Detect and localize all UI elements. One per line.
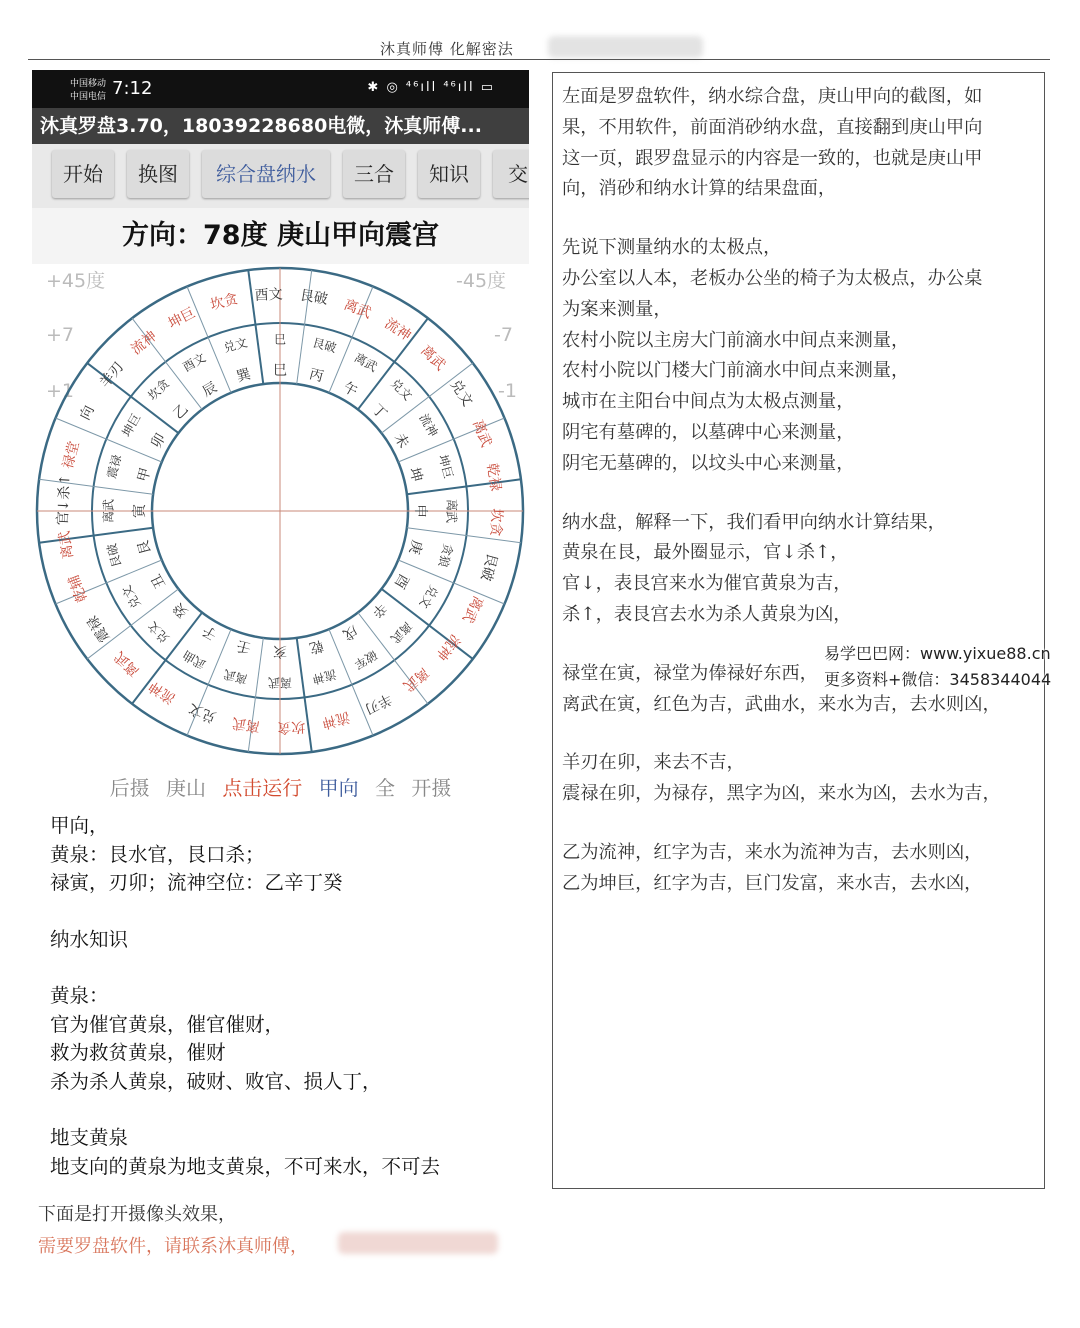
explanation-text (562, 82, 1037, 900)
middle-ring-label: 武曲 (180, 647, 209, 672)
outer-ring-label: 艮破 (477, 551, 500, 583)
text-line: 向，消砂和纳水计算的结果盘面， (562, 178, 837, 200)
text-line: 黄泉：艮水官，艮口杀； (50, 842, 265, 866)
middle-ring-label: 离武 (267, 675, 293, 690)
mountain-button[interactable]: 庚山 (165, 776, 206, 800)
mountain-label: 壬 (234, 636, 253, 656)
text-line: 杀↑，表艮宫去水为杀人黄泉为凶， (562, 603, 852, 625)
mountain-label: 乾 (307, 636, 326, 656)
text-line: 黄泉： (50, 984, 109, 1007)
middle-ring-label: 巳 (273, 332, 287, 347)
outer-ring-label: 坤巨 (165, 305, 199, 333)
middle-ring-label: 兑文 (387, 376, 415, 404)
mountain-label: 庚 (405, 538, 425, 557)
status-icons: ✱ ◎ ⁴⁶ıll ⁴⁶ıll ▭ (367, 80, 495, 95)
middle-ring-label: 兑文 (416, 582, 441, 611)
outer-ring-label: 离武 (417, 342, 449, 374)
outer-ring-label: 流神 (128, 328, 160, 359)
outer-ring-label: 禄堂 (60, 439, 83, 471)
switch-chart-button[interactable]: 换图 (127, 150, 189, 198)
text-line: 官为催官黄泉，催官催财， (50, 1012, 285, 1036)
text-line (562, 720, 1037, 748)
mountain-label: 乙 (170, 401, 192, 423)
text-line (562, 810, 1037, 838)
outer-ring-label: 兑文 (446, 377, 476, 410)
text-line: 地支黄泉 (50, 1126, 129, 1149)
watermark-site: 易学巴巴网：www.yixue88.cn (824, 644, 1051, 663)
outer-ring-label: 流神 (146, 677, 179, 707)
combined-water-button[interactable]: 综合盘纳水 (202, 150, 330, 198)
outer-ring-label: 酉文 (254, 286, 284, 305)
text-line: 农村小院以主房大门前滴水中间点来测量， (562, 329, 910, 351)
text-line: 乙为坤巨，红字为吉，巨门发富，来水吉，去水凶， (562, 872, 983, 894)
text-line: 羊刃在卯，来去不吉， (562, 752, 745, 774)
luopan-compass[interactable] (32, 256, 529, 772)
status-bar (32, 70, 529, 108)
mountain-label: 辛 (368, 599, 390, 621)
carrier-label-2: 中国电信 (70, 92, 107, 102)
outer-ring-label: 坎贪 (486, 507, 505, 537)
minus45-label: -45度 (456, 270, 507, 292)
status-clock: 7:12 (112, 78, 153, 99)
all-button[interactable]: 全 (375, 776, 396, 800)
plus1-label: +1 (46, 380, 75, 402)
text-line (50, 898, 520, 926)
middle-ring-label: 兑文 (145, 618, 173, 646)
mountain-label: 寅 (132, 504, 148, 518)
outer-ring-label: 离武 (341, 296, 374, 322)
middle-ring-label: 震禄 (104, 453, 125, 481)
run-button[interactable]: 点击运行 (222, 776, 303, 800)
sanhe-button[interactable]: 三合 (343, 150, 405, 198)
text-line: 地支向的黄泉为地支黄泉，不可来水，不可去 (50, 1154, 441, 1178)
mountain-label: 艮 (135, 538, 155, 557)
text-line: 官↓，表艮宫来水为催官黄泉为吉， (562, 573, 852, 595)
redacted-contact-blur (338, 1232, 498, 1254)
outer-ring-label: 离武 (231, 714, 262, 735)
knowledge-button[interactable]: 知识 (418, 150, 480, 198)
outer-ring-label: 流神 (432, 631, 463, 663)
outer-ring-label: 向 (77, 403, 98, 423)
mountain-label: 巳 (273, 363, 287, 379)
middle-ring-label: 流神 (416, 411, 441, 440)
middle-ring-label: 流神 (310, 666, 338, 687)
middle-ring-label: 破军 (351, 647, 380, 672)
text-line: 果，不用软件，前面消砂纳水盘，直接翻到庚山甲向 (562, 116, 983, 138)
text-line: 办公室以人本，老板办公坐的椅子为太极点，办公桌 (562, 267, 983, 289)
text-line: 阴宅有墓碑的，以墓碑中心来测量， (562, 421, 855, 443)
text-line: 为案来测量， (562, 298, 672, 320)
middle-ring-label: 坎贪 (145, 376, 173, 404)
text-line (562, 205, 1037, 233)
text-line: 阴宅无墓碑的，以坟头中心来测量， (562, 452, 855, 474)
middle-ring-label: 离武 (387, 618, 415, 646)
text-line: 黄泉在艮，最外圈显示，官↓杀↑， (562, 542, 849, 564)
mountain-label: 戌 (339, 621, 361, 643)
middle-ring-label: 离武 (101, 498, 116, 524)
footer-note: 下面是打开摄像头效果， (38, 1204, 236, 1225)
middle-ring-label: 兑文 (222, 335, 250, 356)
mountain-label: 亥 (273, 643, 287, 659)
middle-ring-label: 坤巨 (435, 453, 456, 481)
phone-screenshot (32, 70, 529, 1188)
app-toolbar (32, 144, 529, 208)
minus1-label: -1 (498, 380, 517, 402)
middle-ring-label: 兑文 (119, 582, 144, 611)
middle-ring-label: 贪狼 (435, 541, 456, 569)
app-title-bar: 沐真罗盘3.70，18039228680电微，沐真师傅... (32, 108, 529, 144)
outer-ring-label: 坎贪 (208, 291, 240, 314)
text-line (562, 480, 1037, 508)
text-line (50, 954, 520, 982)
mountain-label: 卯 (148, 430, 170, 452)
text-line: 救为救贫黄泉，催财 (50, 1041, 226, 1064)
mountain-label: 坤 (405, 465, 425, 484)
outer-ring-label: 官↓杀↑ (54, 473, 74, 526)
text-line (50, 1096, 520, 1124)
plus7-label: +7 (46, 324, 75, 346)
start-button[interactable]: 开始 (52, 150, 114, 198)
middle-ring-label: 离武 (222, 666, 250, 687)
direction-readout: 方向：78度 庚山甲向震宫 (32, 208, 529, 264)
outer-ring-label: 坎贪 (276, 717, 306, 736)
mountain-label: 丑 (148, 570, 170, 592)
outer-ring-label: 离武 (400, 663, 432, 694)
text-line: 乙为流神，红字为吉，来水为流神为吉，去水则凶， (562, 841, 983, 863)
outer-ring-label: 离武 (111, 648, 143, 680)
outer-ring-label: 流神 (381, 315, 414, 345)
mountain-label: 甲 (135, 465, 155, 484)
outer-ring-label: 艮破 (298, 287, 329, 308)
text-line: 纳水知识 (50, 927, 129, 951)
outer-ring-label: 离武 (56, 529, 77, 560)
text-line: 甲向， (50, 814, 109, 837)
outer-ring-label: 乾辅 (65, 572, 91, 605)
header-divider (28, 59, 1050, 60)
mountain-label: 未 (390, 430, 412, 452)
mountain-label: 酉 (390, 570, 412, 592)
mountain-label: 午 (339, 379, 361, 401)
outer-ring-label: 离武 (469, 417, 495, 450)
mountain-label: 辰 (199, 379, 221, 401)
carrier-label: 中国移动 (70, 79, 107, 89)
mountain-label: 丙 (307, 366, 326, 386)
more-button[interactable]: 交 (493, 150, 529, 198)
text-line: 左面是罗盘软件，纳水综合盘，庚山甲向的截图，如 (562, 86, 983, 107)
plus45-label: +45度 (46, 270, 106, 292)
outer-ring-label: 兑文 (186, 700, 219, 726)
text-line: 城市在主阳台中间点为太极点测量， (562, 391, 855, 413)
footer-contact: 需要罗盘软件，请联系沐真师傅， (38, 1236, 308, 1257)
document-header-title: 沐真师傅 化解密法 (380, 40, 514, 58)
watermark-wechat: 更多资料+微信：3458344044 (824, 670, 1052, 689)
mountain-label: 巽 (234, 366, 253, 386)
text-line: 禄寅，刃卯；流神空位：乙辛丁癸 (50, 871, 343, 894)
outer-ring-label: 羊刃 (361, 689, 395, 717)
text-line: 震禄在卯，为禄存，黑字为凶，来水为凶，去水为吉， (562, 783, 1001, 805)
text-line: 离武在寅，红色为吉，武曲水，来水为吉，去水则凶， (562, 693, 1001, 715)
text-line: 先说下测量纳水的太极点， (562, 237, 782, 259)
text-line: 禄堂在寅，禄堂为俸禄好东西， (562, 662, 818, 684)
front-camera-button[interactable]: 开摄 (411, 776, 452, 800)
minus7-label: -7 (494, 324, 513, 346)
phone-result-text (50, 812, 520, 1181)
middle-ring-label: 离武 (351, 350, 380, 375)
text-line: 杀为杀人黄泉，破财、败官、损人丁， (50, 1069, 382, 1093)
mountain-label: 丁 (368, 401, 390, 423)
middle-ring-label: 艮破 (104, 541, 125, 569)
facing-button[interactable]: 甲向 (318, 776, 359, 800)
middle-ring-label: 艮破 (310, 335, 338, 356)
text-line: 纳水盘，解释一下，我们看甲向纳水计算结果， (562, 511, 946, 533)
outer-ring-label: 离武 (458, 592, 486, 626)
text-line: 农村小院以门楼大门前滴水中间点来测量， (562, 360, 910, 382)
mountain-label: 子 (199, 621, 221, 643)
middle-ring-label: 酉文 (180, 350, 209, 375)
middle-ring-label: 坤巨 (119, 411, 144, 440)
outer-ring-label: 乾禄 (483, 462, 504, 493)
outer-ring-label: 震禄 (84, 612, 114, 645)
outer-ring-label: 羊刃 (97, 359, 128, 391)
outer-ring-label: 流神 (320, 708, 352, 731)
middle-ring-label: 离武 (444, 498, 459, 524)
redacted-header-blur (548, 36, 703, 58)
text-line: 这一页，跟罗盘显示的内容是一致的，也就是庚山甲 (562, 147, 983, 169)
compass-bottom-bar (32, 772, 529, 801)
mountain-label: 癸 (170, 599, 192, 621)
mountain-label: 申 (412, 504, 428, 518)
rear-camera-button[interactable]: 后摄 (109, 776, 150, 800)
